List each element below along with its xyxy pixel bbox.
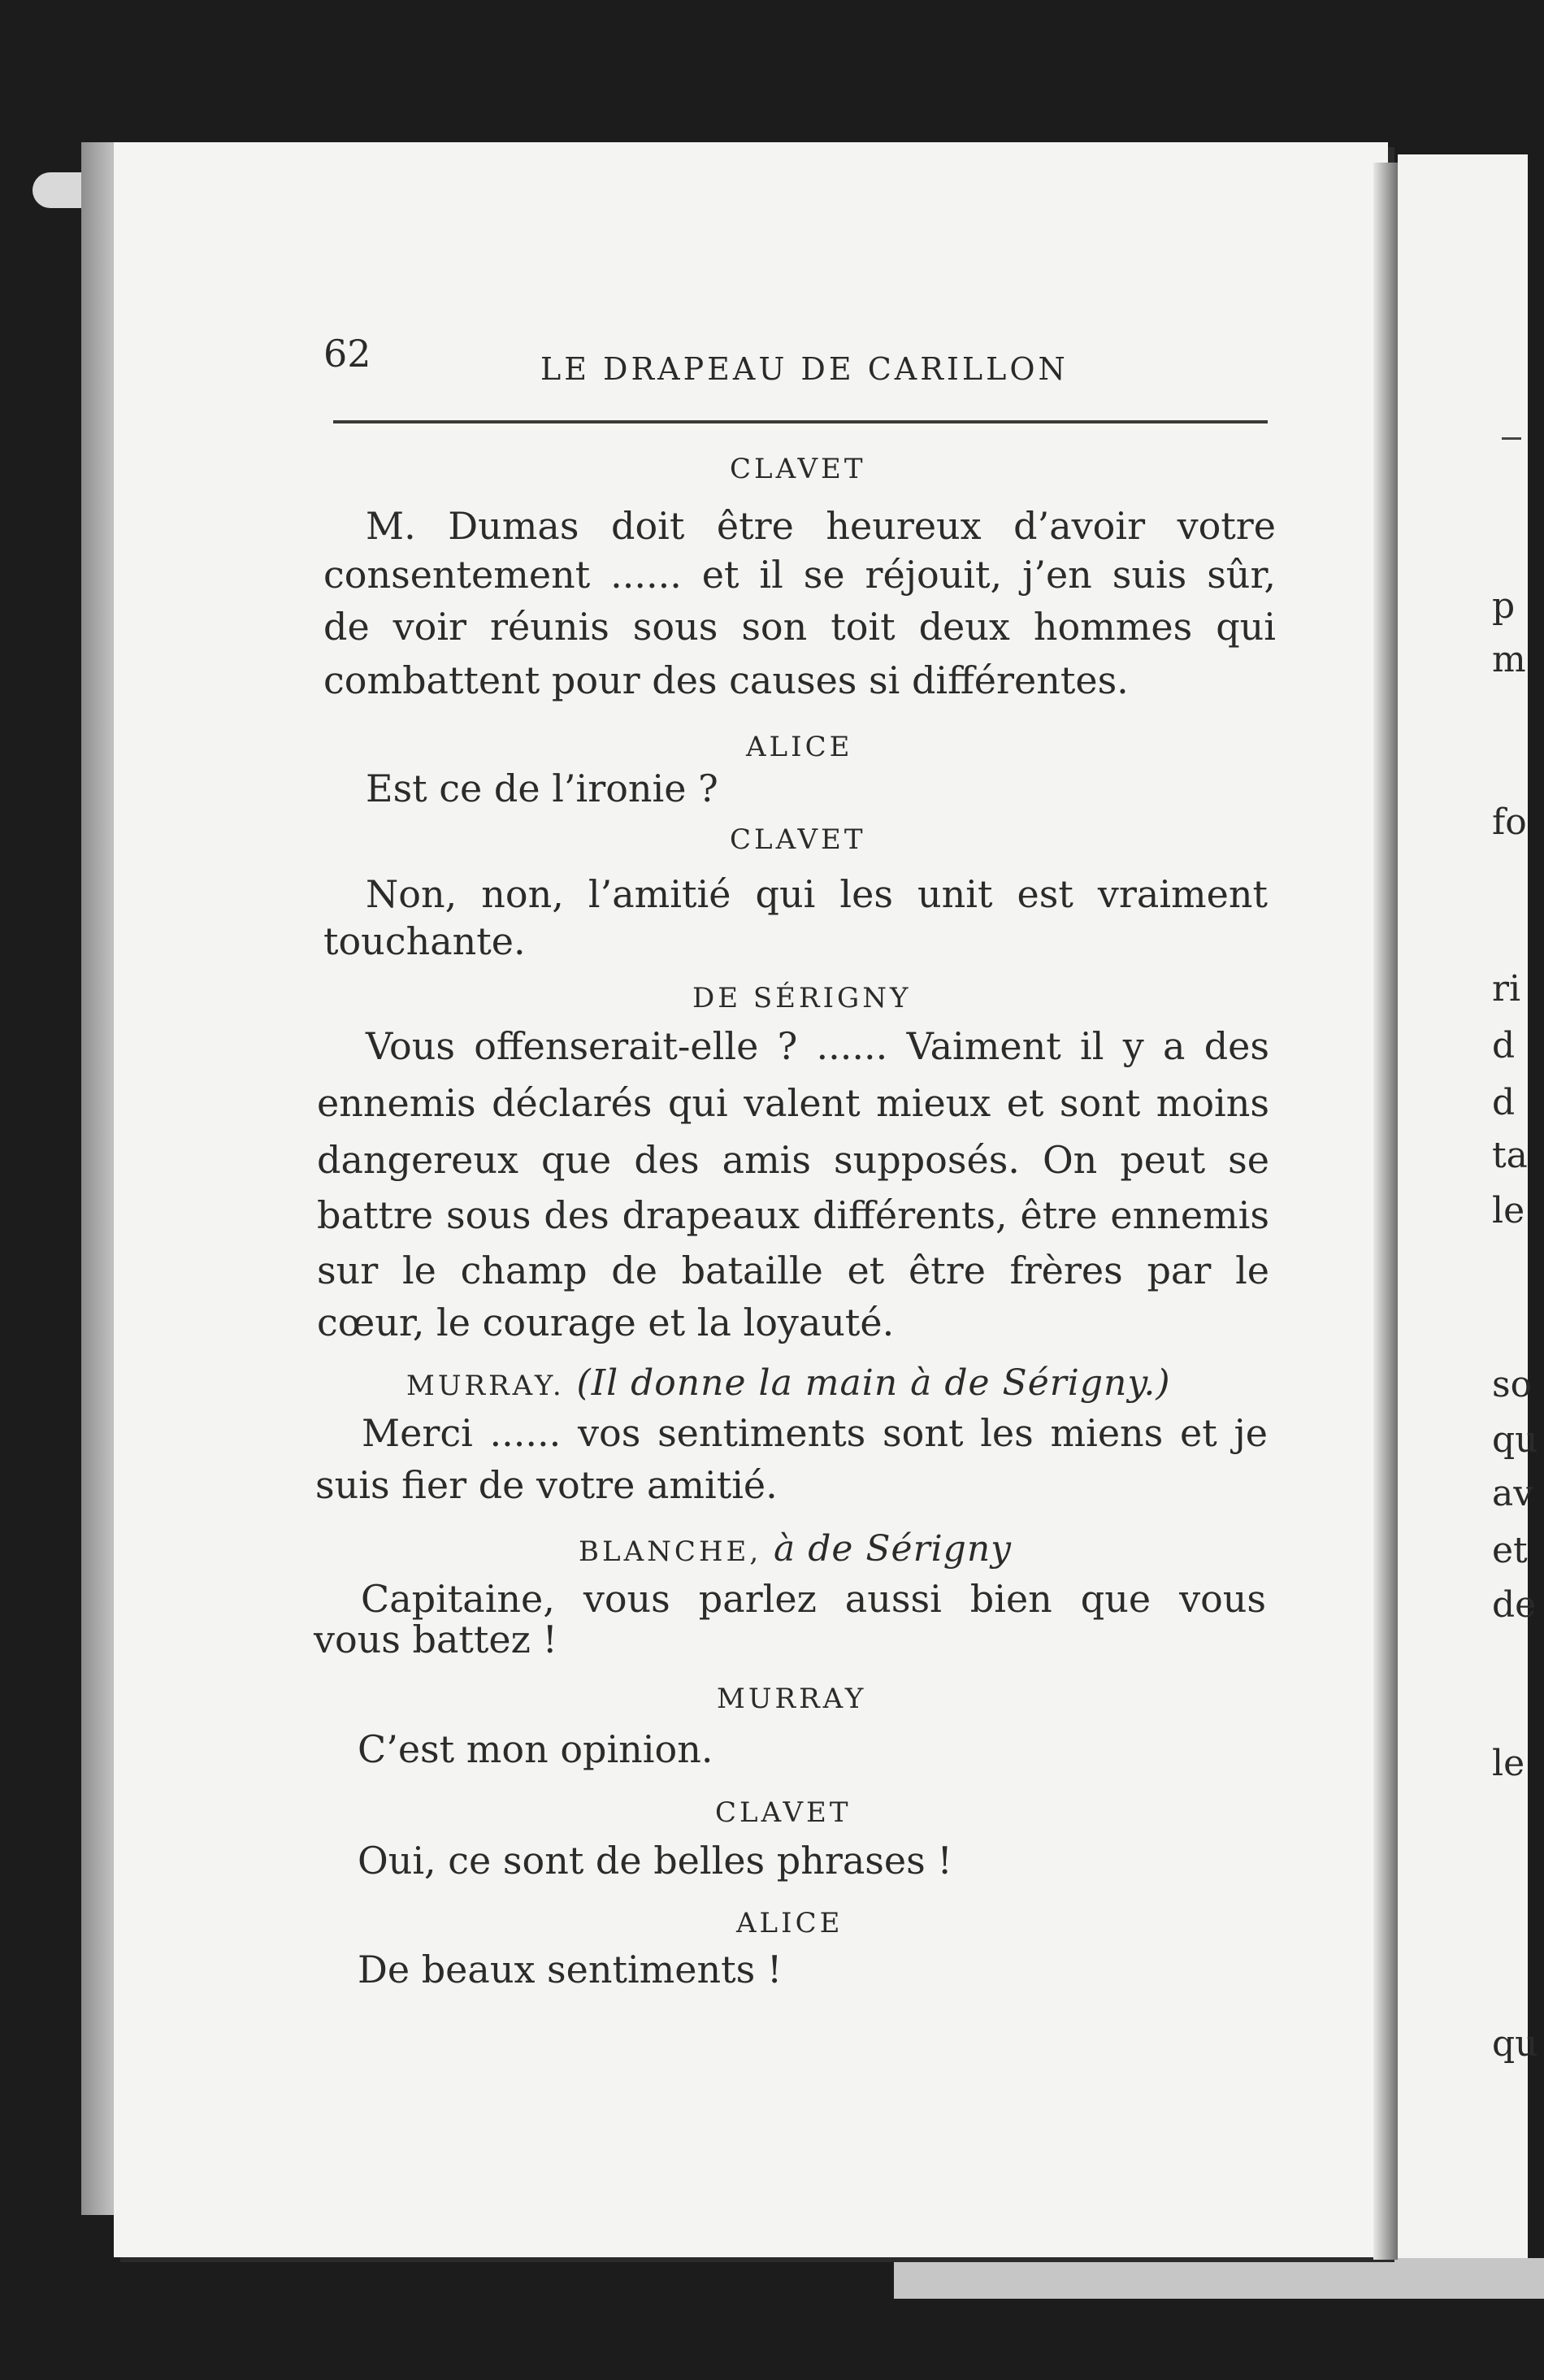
- dialogue-line: Non, non, l’amitié qui les unit est vraiment: [366, 872, 1268, 916]
- dialogue-line: C’est mon opinion.: [358, 1727, 713, 1771]
- book-bottom-edge: [894, 2258, 1544, 2299]
- facing-fragment: ta: [1492, 1135, 1528, 1176]
- facing-fragment: so: [1492, 1364, 1533, 1405]
- facing-fragment: qu: [1492, 1419, 1538, 1461]
- facing-fragment: d: [1492, 1082, 1516, 1123]
- dialogue-line: suis fier de votre amitié.: [315, 1463, 778, 1507]
- dialogue-line: Vous offenserait-elle ? ...... Vaiment il y a des: [366, 1024, 1269, 1068]
- speaker-line: [579, 1528, 1012, 1570]
- facing-fragment: le: [1492, 1743, 1525, 1784]
- speaker-name: MURRAY: [717, 1683, 867, 1715]
- facing-fragment: av: [1492, 1473, 1534, 1514]
- speaker-name: CLAVET: [730, 823, 866, 856]
- speaker-name: DE SÉRIGNY: [692, 982, 912, 1014]
- header-rule: [333, 420, 1268, 423]
- dialogue-line: dangereux que des amis supposés. On peut se: [317, 1138, 1269, 1182]
- dialogue-line: Oui, ce sont de belles phrases !: [358, 1839, 952, 1883]
- speaker-name: ALICE: [746, 731, 853, 763]
- speaker-name: ALICE: [736, 1907, 844, 1939]
- speaker-line: [406, 1362, 1171, 1404]
- dialogue-line: ennemis déclarés qui valent mieux et sont moins: [317, 1081, 1269, 1125]
- facing-fragment: ri: [1492, 968, 1521, 1010]
- speaker-name: CLAVET: [730, 453, 866, 485]
- page-gutter-shadow: [1373, 163, 1398, 2260]
- dialogue-line: battre sous des drapeaux différents, être ennemis: [317, 1193, 1269, 1237]
- facing-fragment: qu: [1492, 2023, 1538, 2065]
- stage-direction: à de Sérigny: [773, 1528, 1013, 1570]
- dialogue-line: vous battez !: [314, 1618, 557, 1661]
- dialogue-line: Est ce de l’ironie ?: [366, 767, 718, 810]
- dialogue-line: touchante.: [323, 919, 526, 963]
- facing-fragment: d: [1492, 1025, 1516, 1066]
- dialogue-line: consentement ...... et il se réjouit, j’en suis sûr,: [323, 553, 1276, 597]
- running-title: LE DRAPEAU DE CARILLON: [540, 351, 1069, 387]
- facing-fragment: de: [1492, 1584, 1537, 1626]
- dialogue-line: Merci ...... vos sentiments sont les miens et je: [362, 1411, 1268, 1455]
- facing-fragment: fo: [1492, 801, 1527, 843]
- dialogue-line: Capitaine, vous parlez aussi bien que vous: [361, 1577, 1266, 1621]
- dialogue-line: de voir réunis sous son toit deux hommes qui: [323, 605, 1276, 649]
- dialogue-line: cœur, le courage et la loyauté.: [317, 1301, 895, 1344]
- dialogue-line: sur le champ de bataille et être frères par le: [317, 1249, 1269, 1292]
- speaker-name: MURRAY.: [406, 1370, 565, 1402]
- speaker-name: CLAVET: [715, 1796, 852, 1829]
- stage-direction: (Il donne la main à de Sérigny.): [576, 1362, 1171, 1404]
- page-number: 62: [323, 332, 371, 376]
- facing-fragment: p: [1492, 585, 1516, 627]
- facing-page-dash: [1502, 437, 1521, 440]
- facing-fragment: le: [1492, 1190, 1525, 1231]
- facing-fragment: et: [1492, 1530, 1528, 1571]
- dialogue-line: M. Dumas doit être heureux d’avoir votre: [366, 504, 1276, 548]
- facing-fragment: m: [1492, 639, 1526, 680]
- dialogue-line: De beaux sentiments !: [358, 1948, 783, 1991]
- speaker-name: BLANCHE,: [579, 1535, 762, 1568]
- dialogue-line: combattent pour des causes si différentes.: [323, 658, 1129, 702]
